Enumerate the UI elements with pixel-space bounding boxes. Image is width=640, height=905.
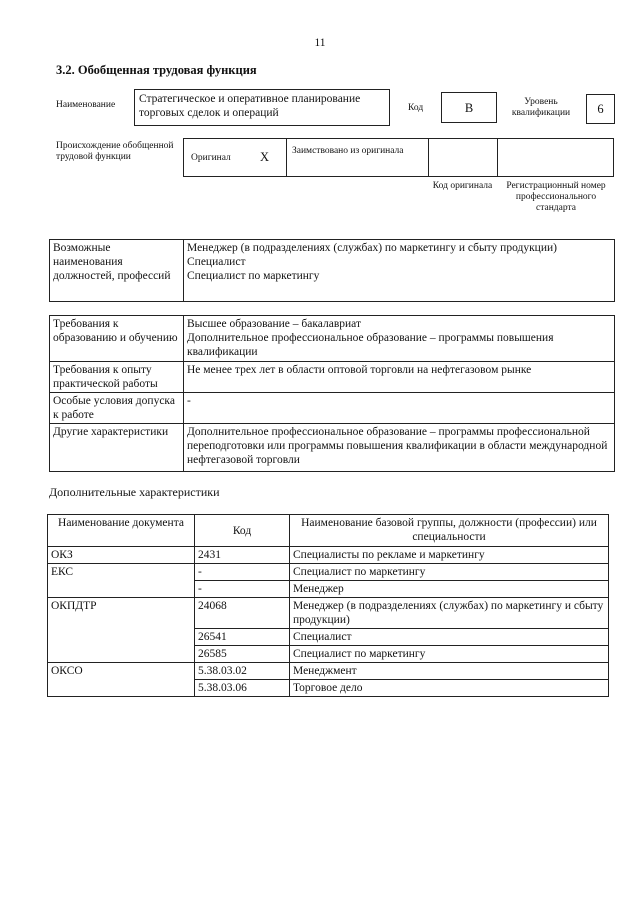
- req-value-cell: [184, 316, 615, 362]
- name-cell: Специалист: [290, 629, 609, 646]
- header-cell-document: [48, 515, 195, 547]
- req-other-value: Дополнительное профессиональное образование – программы профессиональной переподготовки или программы повышения квалификации в области международной нефтегазовой торговли: [187, 426, 608, 466]
- function-name-value: Стратегическое и оперативное планирование торговых сделок и операций: [139, 93, 361, 119]
- name-cell: Менеджер: [290, 581, 609, 598]
- doc-cell: ЕКС: [48, 564, 195, 598]
- req-other-label: Другие характеристики: [53, 426, 169, 438]
- code-original-caption: Код оригинала: [432, 181, 493, 191]
- header-document: Наименование документа: [58, 517, 184, 529]
- positions-label-cell: [50, 240, 184, 302]
- borrowed-label: Заимствовано из оригинала: [292, 146, 404, 156]
- additional-title: Дополнительные характеристики: [49, 485, 220, 499]
- table-row: [48, 598, 609, 629]
- code-cell: 5.38.03.02: [195, 663, 290, 680]
- name-cell: Менеджмент: [290, 663, 609, 680]
- requirements-table: [49, 315, 615, 472]
- origin-box: [183, 138, 614, 177]
- req-education-label: Требования к образованию и обучению: [53, 318, 178, 344]
- name-cell: Специалист по маркетингу: [290, 646, 609, 663]
- position-item: Менеджер (в подразделениях (службах) по маркетингу и сбыту продукции): [187, 242, 557, 254]
- doc-cell: ОКЗ: [48, 547, 195, 564]
- positions-values-cell: [184, 240, 615, 302]
- code-cell: -: [195, 581, 290, 598]
- name-cell: Специалисты по рекламе и маркетингу: [290, 547, 609, 564]
- origin-divider-2: [428, 138, 429, 177]
- positions-table: [49, 239, 615, 302]
- code-label: Код: [408, 103, 424, 113]
- reg-number-caption: Регистрационный номер профессионального стандарта: [506, 181, 606, 213]
- name-label: Наименование: [56, 100, 116, 110]
- level-value-box: [586, 94, 615, 124]
- code-value: B: [464, 101, 474, 115]
- code-value-box: [441, 92, 497, 123]
- req-conditions-label: Особые условия допуска к работе: [53, 395, 175, 421]
- code-cell: 26541: [195, 629, 290, 646]
- level-label: Уровень квалификации: [511, 97, 571, 118]
- page-number: 11: [314, 37, 326, 49]
- code-cell: 2431: [195, 547, 290, 564]
- req-value-cell: [184, 424, 615, 472]
- req-label-cell: [50, 362, 184, 393]
- req-experience-label: Требования к опыту практической работы: [53, 364, 158, 390]
- req-label-cell: [50, 316, 184, 362]
- positions-label: Возможные наименования должностей, профессий: [53, 242, 171, 282]
- name-cell: Специалист по маркетингу: [290, 564, 609, 581]
- section-title: 3.2. Обобщенная трудовая функция: [56, 63, 257, 77]
- req-conditions-value: -: [187, 395, 191, 407]
- origin-divider-1: [286, 138, 287, 177]
- header-code: Код: [232, 524, 252, 537]
- req-value-cell: [184, 393, 615, 424]
- req-value-cell: [184, 362, 615, 393]
- req-experience-value: Не менее трех лет в области оптовой торговли на нефтегазовом рынке: [187, 364, 532, 376]
- header-cell-code: [195, 515, 290, 547]
- function-name-box: [134, 89, 390, 126]
- code-cell: 5.38.03.06: [195, 680, 290, 697]
- name-cell: Менеджер (в подразделениях (службах) по маркетингу и сбыту продукции): [290, 598, 609, 629]
- origin-label: Происхождение обобщенной трудовой функции: [56, 141, 174, 162]
- original-mark: X: [260, 150, 270, 164]
- code-cell: 24068: [195, 598, 290, 629]
- code-cell: -: [195, 564, 290, 581]
- code-cell: 26585: [195, 646, 290, 663]
- name-cell: Торговое дело: [290, 680, 609, 697]
- table-row: [48, 547, 609, 564]
- position-item: Специалист по маркетингу: [187, 270, 320, 282]
- origin-divider-3: [497, 138, 498, 177]
- table-row: [48, 663, 609, 680]
- req-education-value: Дополнительное профессиональное образование – программы повышения квалификации: [187, 332, 554, 358]
- doc-cell: ОКСО: [48, 663, 195, 697]
- header-cell-name: [290, 515, 609, 547]
- level-value: 6: [597, 102, 604, 116]
- req-label-cell: [50, 393, 184, 424]
- table-row: [48, 564, 609, 581]
- position-item: Специалист: [187, 256, 246, 268]
- doc-cell: ОКПДТР: [48, 598, 195, 663]
- req-label-cell: [50, 424, 184, 472]
- original-label: Оригинал: [191, 153, 231, 163]
- req-education-value: Высшее образование – бакалавриат: [187, 318, 361, 330]
- header-name: Наименование базовой группы, должности (профессии) или специальности: [301, 517, 597, 543]
- additional-table: [47, 514, 609, 697]
